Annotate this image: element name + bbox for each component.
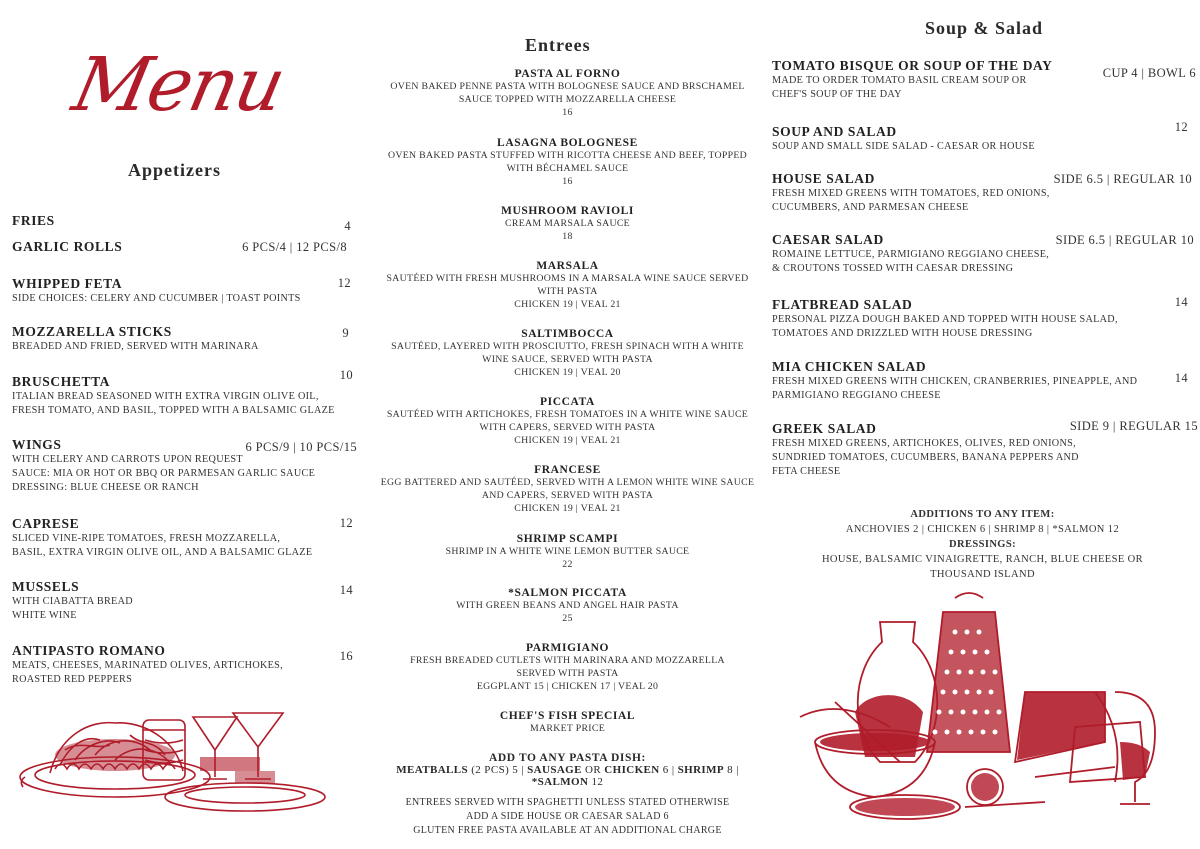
appetizer-item: MUSSELS WITH CIABATTA BREAD WHITE WINE 14	[12, 579, 353, 621]
appetizer-item: FRIES 4	[12, 213, 351, 233]
appetizer-item: MOZZARELLA STICKS BREADED AND FRIED, SERVED WITH MARINARA 9	[12, 324, 349, 352]
entree-item: PARMIGIANO FRESH BREADED CUTLETS WITH MARINARA AND MOZZARELLA SERVED WITH PASTA EGGPLANT 15 | CHICKEN 17 | VEAL 20	[410, 642, 725, 692]
salad-item: MIA CHICKEN SALAD FRESH MIXED GREENS WITH CHICKEN, CRANBERRIES, PINEAPPLE, AND PARMIGIANO REGGIANO CHEESE 14	[772, 359, 1188, 401]
salad-item: SOUP AND SALAD SOUP AND SMALL SIDE SALAD - CAESAR OR HOUSE 12	[772, 120, 1188, 152]
item-price: 9	[342, 326, 349, 340]
spaghetti-illustration	[15, 705, 360, 820]
additions-block	[765, 507, 1200, 582]
item-price: 14	[339, 583, 353, 597]
item-price: 14	[1174, 371, 1188, 385]
item-price: 12	[1174, 120, 1188, 134]
entree-item: PICCATA SAUTÉED WITH ARTICHOKES, FRESH TOMATOES IN A WHITE WINE SAUCE WITH CAPERS, SERVED WITH PASTA CHICKEN 19 | VEAL 21	[386, 396, 749, 446]
salad-item: CAESAR SALAD ROMAINE LETTUCE, PARMIGIANO REGGIANO CHEESE, & CROUTONS TOSSED WITH CAESAR DRESSING SIDE 6.5 | REGULAR 10	[772, 232, 1194, 274]
soup-salad-title: Soup & Salad	[925, 18, 1044, 38]
add-to-pasta-options: MEATBALLS (2 PCS) 5 | SAUSAGE OR CHICKEN 6 | SHRIMP 8 | *SALMON 12	[396, 764, 739, 788]
item-price: 16	[339, 649, 353, 663]
entree-item: SHRIMP SCAMPI SHRIMP IN A WHITE WINE LEMON BUTTER SAUCE 22	[445, 533, 690, 570]
appetizer-item: ANTIPASTO ROMANO MEATS, CHEESES, MARINATED OLIVES, ARTICHOKES, ROASTED RED PEPPERS 16	[12, 643, 353, 685]
appetizer-item: GARLIC ROLLS 6 PCS/4 | 12 PCS/8	[12, 239, 347, 254]
dressings-text: HOUSE, BALSAMIC VINAIGRETTE, RANCH, BLUE CHEESE OR THOUSAND ISLAND	[821, 554, 1144, 580]
item-price: 10	[339, 368, 353, 382]
item-price: 4	[344, 219, 351, 233]
entrees-title: Entrees	[525, 35, 591, 55]
entree-item: PASTA AL FORNO OVEN BAKED PENNE PASTA WITH BOLOGNESE SAUCE AND BRSCHAMEL SAUCE TOPPED WITH MOZZARELLA CHEESE 16	[390, 68, 745, 118]
salad-item: HOUSE SALAD FRESH MIXED GREENS WITH TOMATOES, RED ONIONS, CUCUMBERS, AND PARMESAN CHEESE SIDE 6.5 | REGULAR 10	[772, 171, 1192, 213]
item-price: 6 PCS/9 | 10 PCS/15	[245, 440, 357, 454]
entree-item: SALTIMBOCCA SAUTÉED, LAYERED WITH PROSCIUTTO, FRESH SPINACH WITH A WHITE WINE SAUCE, SERVED WITH PASTA CHICKEN 19 | VEAL 20	[391, 328, 744, 378]
item-price: 12	[337, 276, 351, 290]
salad-item: TOMATO BISQUE OR SOUP OF THE DAY MADE TO ORDER TOMATO BASIL CREAM SOUP OR CHEF'S SOUP OF THE DAY CUP 4 | BOWL 6	[772, 58, 1196, 100]
appetizer-item: WHIPPED FETA SIDE CHOICES: CELERY AND CUCUMBER | TOAST POINTS 12	[12, 276, 351, 304]
entree-item: *SALMON PICCATA WITH GREEN BEANS AND ANGEL HAIR PASTA 25	[456, 587, 679, 624]
additions-text: ANCHOVIES 2 | CHICKEN 6 | SHRIMP 8 | *SALMON 12	[845, 524, 1120, 535]
appetizer-item: CAPRESE SLICED VINE-RIPE TOMATOES, FRESH MOZZARELLA, BASIL, EXTRA VIRGIN OLIVE OIL, AND A BALSAMIC GLAZE 12	[12, 516, 353, 558]
item-price: SIDE 6.5 | REGULAR 10	[1053, 172, 1192, 186]
kitchen-illustration	[795, 592, 1190, 832]
entree-item: CHEF'S FISH SPECIAL MARKET PRICE	[499, 710, 636, 734]
appetizer-item: BRUSCHETTA ITALIAN BREAD SEASONED WITH EXTRA VIRGIN OLIVE OIL, FRESH TOMATO, AND BASIL, TOPPED WITH A BALSAMIC GLAZE 10	[12, 368, 353, 416]
item-price: SIDE 9 | REGULAR 15	[1069, 419, 1198, 433]
add-to-pasta-title: ADD TO ANY PASTA DISH:	[489, 752, 646, 764]
salad-item: FLATBREAD SALAD PERSONAL PIZZA DOUGH BAKED AND TOPPED WITH HOUSE SALAD, TOMATOES AND DRIZZLED WITH HOUSE DRESSING 14	[772, 295, 1188, 339]
appetizer-item: WINGS WITH CELERY AND CARROTS UPON REQUEST SAUCE: MIA OR HOT OR BBQ OR PARMESAN GARLIC SAUCE DRESSING: BLUE CHEESE OR RANCH 6 PCS/9 | 10 PCS/15	[12, 437, 357, 493]
item-price: 12	[339, 516, 353, 530]
additions-title: ADDITIONS TO ANY ITEM:	[910, 509, 1055, 520]
entree-item: LASAGNA BOLOGNESE OVEN BAKED PASTA STUFFED WITH RICOTTA CHEESE AND BEEF, TOPPED WITH BÉCHAMEL SAUCE 16	[387, 137, 748, 187]
menu-logo: Menu	[65, 42, 292, 128]
item-price: CUP 4 | BOWL 6	[1102, 66, 1196, 80]
entree-item: MARSALA SAUTÉED WITH FRESH MUSHROOMS IN A MARSALA WINE SAUCE SERVED WITH PASTA CHICKEN 19 | VEAL 21	[386, 260, 749, 310]
entree-notes: ENTREES SERVED WITH SPAGHETTI UNLESS STATED OTHERWISE ADD A SIDE HOUSE OR CAESAR SALAD 6 GLUTEN FREE PASTA AVAILABLE AT AN ADDITIONAL CHARGE	[405, 797, 730, 836]
add-to-pasta	[370, 752, 765, 788]
item-price: SIDE 6.5 | REGULAR 10	[1055, 233, 1194, 247]
appetizers-title: Appetizers	[128, 160, 221, 180]
entree-item: FRANCESE EGG BATTERED AND SAUTÉED, SERVED WITH A LEMON WHITE WINE SAUCE AND CAPERS, SERVED WITH PASTA CHICKEN 19 | VEAL 21	[380, 464, 755, 514]
item-price: 14	[1174, 295, 1188, 309]
entree-item: MUSHROOM RAVIOLI CREAM MARSALA SAUCE 18	[500, 205, 635, 242]
dressings-title: DRESSINGS:	[948, 539, 1017, 550]
salad-item: GREEK SALAD FRESH MIXED GREENS, ARTICHOKES, OLIVES, RED ONIONS, SUNDRIED TOMATOES, CUCUMBERS, BANANA PEPPERS AND FETA CHEESE SIDE 9 | REGULAR 15	[772, 419, 1198, 477]
item-price: 6 PCS/4 | 12 PCS/8	[242, 240, 347, 254]
